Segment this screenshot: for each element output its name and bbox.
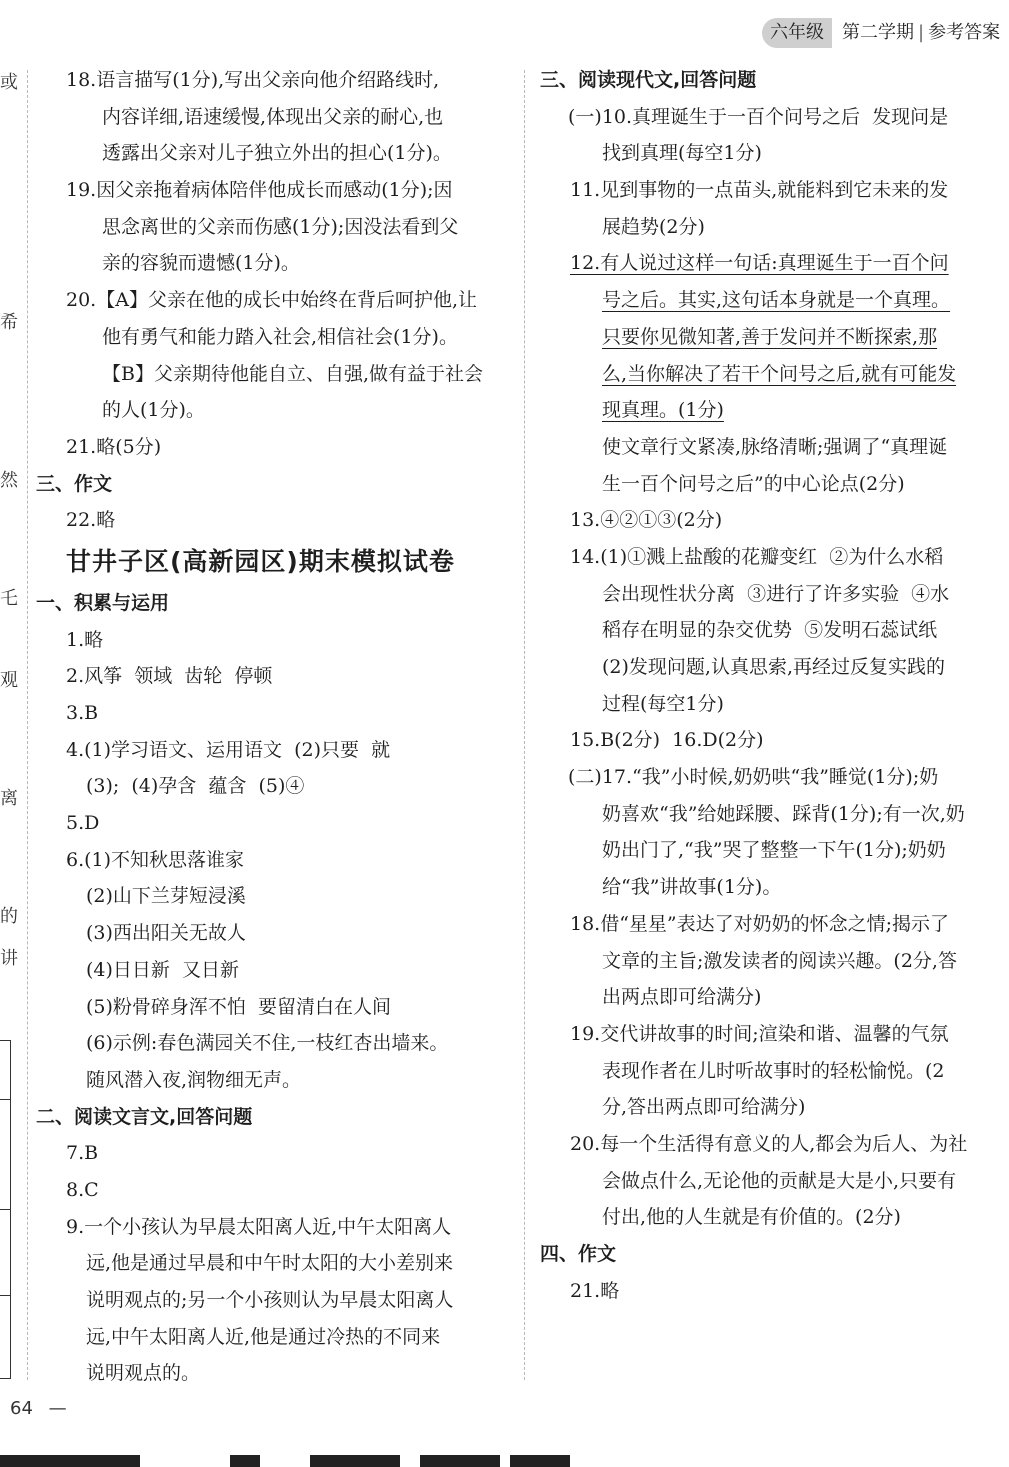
edge-char: 然: [0, 470, 18, 491]
answer-line: 14.(1)①溅上盐酸的花瓣变红 ②为什么水稻: [570, 545, 944, 568]
scan-artifact: [420, 1455, 500, 1467]
section-label: 参考答案: [928, 22, 1001, 43]
answer-line: 5.D: [66, 812, 100, 835]
answer-line: 9.一个小孩认为早晨太阳离人近,中午太阳离人: [66, 1215, 452, 1238]
scan-artifact: [0, 1455, 140, 1467]
answer-line: 稻存在明显的杂交优势 ⑤发明石蕊试纸: [602, 619, 938, 642]
exam-title: 甘井子区(高新园区)期末模拟试卷: [66, 546, 455, 576]
answer-line: (一)10.真理诞生于一百个问号之后 发现问是: [568, 105, 949, 128]
answer-line: 2.风筝 领域 齿轮 停顿: [66, 665, 273, 688]
answer-line: 的人(1分)。: [102, 399, 205, 422]
column-divider: [524, 70, 525, 1380]
edge-table-fragment: [0, 1040, 11, 1379]
answer-line: [540, 282, 1009, 319]
answer-line: 21.略: [570, 1279, 620, 1302]
answer-line: [540, 392, 1009, 429]
answer-line: 表现作者在儿时听故事时的轻松愉悦。(2: [602, 1059, 945, 1082]
section-heading: 四、作文: [540, 1243, 617, 1265]
term-label: 第二学期: [842, 22, 914, 43]
scan-artifact: [310, 1455, 400, 1467]
answer-line: [540, 245, 1009, 282]
answer-line: 19.因父亲拖着病体陪伴他成长而感动(1分);因: [66, 179, 453, 202]
answer-line: 会出现性状分离 ③进行了许多实验 ④水: [602, 582, 950, 605]
answer-line: [540, 356, 1009, 393]
answer-line: [540, 319, 1009, 356]
underlined-text: 只要你见微知著,善于发问并不断探索,那: [602, 325, 938, 348]
underlined-text: 么,当你解决了若干个问号之后,就有可能发: [602, 362, 957, 385]
answer-line: (5)粉骨碎身浑不怕 要留清白在人间: [86, 995, 391, 1018]
answer-line: (2)发现问题,认真思索,再经过反复实践的: [602, 656, 945, 678]
answer-line: 【B】父亲期待他能自立、自强,做有益于社会: [102, 362, 484, 385]
answer-line: 11.见到事物的一点苗头,就能料到它未来的发: [570, 179, 949, 202]
edge-char: 的: [0, 906, 18, 927]
grade-badge: 六年级: [762, 18, 832, 48]
edge-char: 讲: [0, 948, 18, 969]
left-margin-divider: [27, 70, 28, 1380]
answer-line: 3.B: [66, 702, 99, 724]
answer-line: 4.(1)学习语文、运用语文 (2)只要 就: [66, 738, 391, 761]
answer-line: 说明观点的;另一个小孩则认为早晨太阳离人: [86, 1289, 454, 1311]
answer-line: 付出,他的人生就是有价值的。(2分): [602, 1206, 901, 1229]
answer-line: (6)示例:春色满园关不住,一枝红杏出墙来。: [86, 1032, 449, 1055]
page-header: [760, 18, 1009, 50]
answer-line: 8.C: [66, 1178, 99, 1201]
answer-line: (二)17.“我”小时候,奶奶哄“我”睡觉(1分);奶: [568, 766, 939, 789]
edge-char: 观: [0, 670, 18, 691]
answer-line: 分,答出两点即可给满分): [602, 1096, 806, 1119]
answer-line: 透露出父亲对儿子独立外出的担心(1分)。: [102, 142, 452, 165]
edge-char: 离: [0, 788, 18, 809]
answer-line: (3); (4)孕含 蕴含 (5)④: [86, 775, 305, 798]
answer-line: 他有勇气和能力踏入社会,相信社会(1分)。: [102, 325, 458, 348]
section-heading: 三、阅读现代文,回答问题: [540, 69, 757, 91]
edge-char: 或: [0, 72, 18, 93]
answer-line: 21.略(5分): [66, 435, 162, 458]
footer-dash: —: [48, 1398, 67, 1419]
answer-line: (4)日日新 又日新: [86, 958, 239, 981]
answer-line: 19.交代讲故事的时间;渲染和谐、温馨的气氛: [570, 1022, 949, 1045]
underlined-text: 号之后。其实,这句话本身就是一个真理。: [602, 289, 951, 312]
answer-line: 文章的主旨;激发读者的阅读兴趣。(2分,答: [602, 949, 957, 972]
answer-line: (3)西出阳关无故人: [86, 922, 246, 945]
underlined-text: 现真理。(1分): [602, 399, 724, 422]
section-heading: 一、积累与运用: [36, 591, 170, 614]
header-text: [842, 18, 1000, 48]
answer-line: 6.(1)不知秋思落谁家: [66, 848, 245, 871]
answer-line: 远,中午太阳离人近,他是通过冷热的不同来: [86, 1325, 441, 1348]
answer-line: 7.B: [66, 1142, 99, 1165]
answer-line: 奶出门了,“我”哭了整整一下午(1分);奶奶: [602, 839, 946, 862]
answer-line: 说明观点的。: [86, 1362, 201, 1385]
answer-line: 18.语言描写(1分),写出父亲向他介绍路线时,: [66, 69, 440, 91]
edge-char: 乇: [0, 588, 18, 609]
right-column: [540, 62, 1009, 1309]
answer-line: 会做点什么,无论他的贡献是大是小,只要有: [602, 1169, 957, 1192]
answer-line: 给“我”讲故事(1分)。: [602, 876, 782, 899]
answer-line: 展趋势(2分): [602, 215, 705, 238]
answer-line: 出两点即可给满分): [602, 986, 762, 1009]
answer-line: 亲的容貌而遗憾(1分)。: [102, 252, 300, 275]
answer-line: 找到真理(每空1分): [602, 142, 762, 165]
answer-line: 内容详细,语速缓慢,体现出父亲的耐心,也: [102, 105, 444, 128]
left-column: [36, 62, 522, 1392]
header-divider: |: [918, 22, 925, 43]
answer-line: 20.每一个生活得有意义的人,都会为后人、为社: [570, 1132, 968, 1155]
scan-artifact: [510, 1455, 570, 1467]
answer-line: 过程(每空1分): [602, 692, 724, 715]
answer-line: 13.④②①③(2分): [570, 509, 723, 532]
answer-line: (2)山下兰芽短浸溪: [86, 885, 246, 908]
underlined-text: 12.有人说过这样一句话:真理诞生于一百个问: [570, 252, 949, 275]
answer-line: 奶喜欢“我”给她踩腰、踩背(1分);有一次,奶: [602, 802, 965, 825]
answer-line: 远,他是通过早晨和中午时太阳的大小差别来: [86, 1252, 454, 1275]
answer-line: 使文章行文紧凑,脉络清晰;强调了“真理诞: [602, 435, 948, 458]
answer-line: 思念离世的父亲而伤感(1分);因没法看到父: [102, 215, 459, 238]
scan-artifact: [230, 1455, 260, 1467]
page-footer: [10, 1398, 67, 1419]
section-heading: 三、作文: [36, 472, 113, 495]
answer-line: 22.略: [66, 509, 116, 532]
section-heading: 二、阅读文言文,回答问题: [36, 1105, 253, 1128]
page-number: 64: [10, 1398, 33, 1419]
answer-line: 1.略: [66, 628, 104, 651]
answer-line: 20.【A】父亲在他的成长中始终在背后呵护他,让: [66, 289, 477, 312]
answer-line: 随风潜入夜,润物细无声。: [86, 1068, 302, 1091]
edge-char: 希: [0, 312, 18, 333]
answer-line: 18.借“星星”表达了对奶奶的怀念之情;揭示了: [570, 912, 950, 935]
answer-line: 15.B(2分) 16.D(2分): [570, 729, 764, 752]
answer-line: 生一百个问号之后”的中心论点(2分): [602, 472, 905, 495]
